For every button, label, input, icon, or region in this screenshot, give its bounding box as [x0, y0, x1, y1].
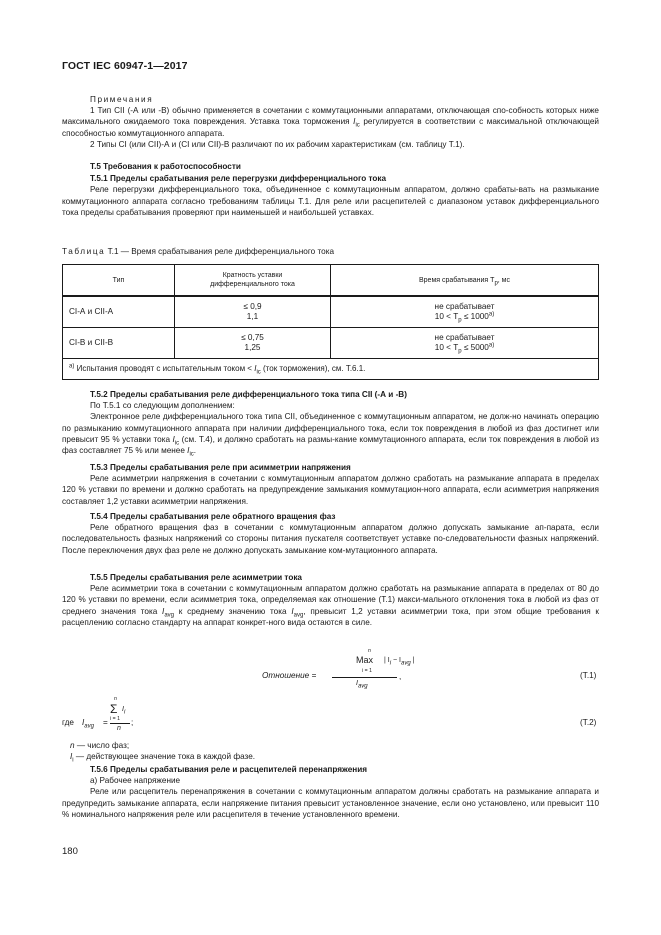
cell-time: не срабатывает $10 < T_p \le 5000^{a)}$ — [331, 328, 599, 359]
table-caption — [62, 246, 599, 257]
section-t54 — [62, 511, 599, 556]
section-t54-text: Реле обратного вращения фаз в сочетании с коммутационным аппаратом должно допускать замыкание ап-парата, если последовательность фазных напряжений со стороны питания пускателя соответствует уставке по-следовательности фазных напряжений. После переключения двух фаз реле не должно допускать замыкание ком-мутационного аппарата. — [62, 523, 599, 555]
col-header-type: Тип — [63, 265, 175, 297]
def-ii: $I_i$ — действующее значение тока в каждой фазе. — [70, 752, 256, 764]
formula-t1-label: Отношение = — [262, 671, 317, 680]
section-t52 — [62, 389, 599, 456]
page-number: 180 — [62, 846, 78, 857]
table-footnote: $^{a)}$ Испытания проводят с испытательным током < $I_{ic}$ (ток торможения), см. Т.6.1. — [63, 359, 599, 380]
formula-t2-lhs: $I_{avg}$ — [82, 718, 94, 730]
response-time-table — [62, 264, 599, 380]
table-footnote-row — [63, 359, 599, 380]
col-header-time: Время срабатывания $T_p$, мс — [331, 265, 599, 297]
notes-block — [62, 94, 599, 150]
note-1: 1 Тип СII (-А или -В) обычно применяется в сочетании с коммутационными аппаратами, отключающая спо-собность которых ниже максимального ожидаемого тока повреждения. Уставка тока торможения $I_{ic}$ регулируется в соответствии с максимальной отключающей способностью коммутационного аппарата. — [62, 106, 599, 138]
section-t53-title: Т.5.3 Пределы срабатывания реле при асимметрии напряжения — [90, 463, 351, 472]
section-t53-text: Реле асимметрии напряжения в сочетании с коммутационным аппаратом должно сработать на размыкание аппарата в пределах 120 % уставки по времени и должно сработать на предупреждение замыкания коммутацион-ного аппарата, если асимметрия напряжения составляет 1,2 уставки асимметрии напряжения. — [62, 474, 599, 506]
equation-number-t1: (Т.1) — [580, 671, 597, 680]
section-t53 — [62, 462, 599, 507]
table-caption-text: Т.1 — Время срабатывания реле дифференциального тока — [105, 247, 335, 256]
col-header-multiple: Кратность уставки дифференциального тока — [175, 265, 331, 297]
table-row — [63, 296, 599, 328]
section-t54-title: Т.5.4 Пределы срабатывания реле обратного вращения фаз — [90, 512, 336, 521]
table-caption-label: Таблица — [62, 247, 106, 256]
section-t55 — [62, 572, 599, 628]
cell-type: СI-В и СII-В — [63, 328, 175, 359]
table-row — [63, 328, 599, 359]
section-t56-text: Реле или расцепитель перенапряжения в сочетании с коммутационным аппаратом должны сработать на размыкание аппарата и предупредить замыкание аппарата, если напряжение питания превысит установленное значение, если оно установлено, или превысит 110 % номинального напряжения реле или расцепителя в течение установленного времени. — [62, 787, 599, 819]
note-2: 2 Типы СI (или СII)-А и (СI или СII)-В различают по их рабочим характеристикам (см. таблицу Т.1). — [90, 139, 465, 149]
notes-title: Примечания — [90, 95, 154, 104]
section-t5-title: Т.5 Требования к работоспособности — [90, 162, 241, 171]
cell-multiple: ≤ 0,9 1,1 — [175, 296, 331, 328]
symbol-definitions — [62, 740, 599, 762]
sum-operator: Σ — [110, 702, 118, 716]
cell-type: СI-А и СII-А — [63, 296, 175, 328]
max-operator: Max — [356, 655, 374, 665]
section-t52-p2: Электронное реле дифференциального тока типа СII, объединенное с коммутационным аппаратом, не долж-но начинать операцию по размыканию коммутационного аппарата при наличии дифференциального тока, если ток повреждения в любой из фаз достигнет или превысит 95 % уставки тока $I_{ic}$ (см. Т.4), и должно сработать на размы-кание коммутационного аппарата, если ток повреждения в любой из фаз составляет 75 % или менее $I_{ic}$. — [62, 412, 599, 458]
abs-deviation: | $I_i - I_{avg}$ | — [384, 657, 415, 667]
section-t51-text: Реле перегрузки дифференциального тока, объединенное с коммутационным аппаратом, должно срабаты-вать на размыкание коммутационного аппарата согласно требованиям таблицы Т.1. Для реле или расцепителей с диапазоном уставок дифференциального тока пределы срабатывания проверяют при наименьшей и наибольшей уставках. — [62, 185, 599, 217]
cell-multiple: ≤ 0,75 1,25 — [175, 328, 331, 359]
section-t5 — [62, 161, 599, 218]
section-t55-title: Т.5.5 Пределы срабатывания реле асимметрии тока — [90, 573, 302, 582]
section-t55-text: Реле асимметрии тока в сочетании с коммутационным аппаратом должно сработать на размыкание аппарата в пределах от 80 до 120 % уставки по времени, если асимметрия тока, определяемая как отношение (Т.1) макси-мального отклонения тока в любой из фаз от среднего значения тока $I_{avg}$ к среднему значению тока $I_{avg}$, превысит 1,2 уставки асимметрии тока, при этом общие требования к расцеплению согласно стандарту на аппарат конкрет-ного вида остаются в силе. — [62, 584, 600, 627]
section-t56-item-a: а) Рабочее напряжение — [90, 776, 181, 786]
equation-number-t2: (Т.2) — [580, 718, 597, 727]
section-t56 — [62, 764, 599, 820]
formula-t1-denominator: $I_{avg}$ — [356, 680, 368, 690]
section-t52-p1: По Т.5.1 со следующим дополнением: — [90, 401, 235, 411]
section-t52-title: Т.5.2 Пределы срабатывания реле дифференциального тока типа СII (-А и -В) — [90, 390, 407, 399]
document-page: ГОСТ IEC 60947-1—2017 Примечания 1 Тип СII (-А или -В) обычно применяется в сочетании с коммутационными аппаратами, отключающая спо-собность которых ниже максимального ожидаемого тока повреждения. Уставка тока торможения $I_{ic}$ регулируется в соответствии с максимальной отключающей способностью коммутационного аппарата. 2 Типы СI (или СII)-А и (СI или СII)-В различают по их рабочим характеристикам (см. таблицу Т.1). Т.5 Требования к работоспособности Т.5.1 Пределы срабатывания реле перегрузки дифференциального тока Реле перегрузки дифференциального тока, объединенное с коммутационным аппаратом, должно срабаты-вать на размыкание коммутационного аппарата согласно требованиям таблицы Т.1. Для реле или расцепителей с диапазоном уставок дифференциального тока пределы срабатывания проверяют при наименьшей и наибольшей уставках. Таблица Т.1 — Время срабатывания реле дифференциального тока Тип Кратность уставки дифференциального тока Время срабатывания $T_p$, мс СI-А и СII-А ≤ 0,9 1,1 не срабатывает $10 < T_p \le 1000^{a)}$ СI-В и СII-В ≤ 0,75 1,25 не срабатывает $10 < T_p \le 5000^{a)}$ $^{a)}$ Испытания проводят с испытательным током < $I_{ic}$ (ток торможения), см. Т.6.1. Т.5.2 Пределы срабатывания реле дифференциального тока типа СII (-А и -В) По Т.5.1 со следующим дополнением: Электронное реле дифференциального тока типа СII, объединенное с коммутационным аппаратом, не долж-но начинать операцию по размыканию коммутационного аппарата при наличии дифференциального тока, если ток повреждения в любой из фаз достигнет или превысит 95 % уставки тока $I_{ic}$ (см. Т.4), и должно сработать на размы-кание коммутационного аппарата, если ток повреждения в любой из фаз составляет 75 % или менее $I_{ic}$. Т.5.3 Пределы срабатывания реле при асимметрии напряжения Реле асимметрии напряжения в сочетании с коммутационным аппаратом должно сработать на размыкание аппарата в пределах 120 % уставки по времени и должно сработать на предупреждение замыкания коммутацион-ного аппарата, если асимметрия напряжения составляет 1,2 уставки асимметрии напряжения. Т.5.4 Пределы срабатывания реле обратного вращения фаз Реле обратного вращения фаз в сочетании с коммутационным аппаратом должно допускать замыкание ап-парата, если последовательность фазных напряжений со стороны питания пускателя соответствует уставке по-следовательности фазных напряжений. После переключения двух фаз реле не должно допускать замыкание ком-мутационного аппарата. Т.5.5 Пределы срабатывания реле асимметрии тока Реле асимметрии тока в сочетании с коммутационным аппаратом должно сработать на размыкание аппарата в пределах от 80 до 120 % уставки по времени, если асимметрия тока, определяемая как отношение (Т.1) макси-мального отклонения тока в любой из фаз от среднего значения тока $I_{avg}$ к среднему значению тока $I_{avg}$, превысит 1,2 уставки асимметрии тока, при этом общие требования к расцеплению согласно стандарту на аппарат конкрет-ного вида остаются в силе. Отношение = n Max | $I_i - I_{avg}$ | i = 1 $I_{avg}$ , (Т.1) где $I_{avg}$ = n Σ $I_i$ i = 1 n ; (Т.2) n — число фаз; $I_i$ — действующее значение тока в каждой фазе. Т.5.6 Пределы срабатывания реле и расцепителей перенапряжения а) Рабочее напряжение Реле или расцепитель перенапряжения в сочетании с коммутационным аппаратом должны сработать на размыкание аппарата и предупредить замыкание аппарата, если напряжение питания превысит установленное значение, если оно установлено, или превысит 110 % номинального напряжения реле или расцепителя в течение установленного времени. 180 — [62, 60, 600, 857]
cell-time: не срабатывает $10 < T_p \le 1000^{a)}$ — [331, 296, 599, 328]
def-n: n — число фаз; — [70, 741, 130, 750]
standard-header: ГОСТ IEC 60947-1—2017 — [62, 60, 188, 72]
section-t56-title: Т.5.6 Пределы срабатывания реле и расцепителей перенапряжения — [90, 765, 368, 774]
section-t51-title: Т.5.1 Пределы срабатывания реле перегрузки дифференциального тока — [90, 174, 387, 184]
